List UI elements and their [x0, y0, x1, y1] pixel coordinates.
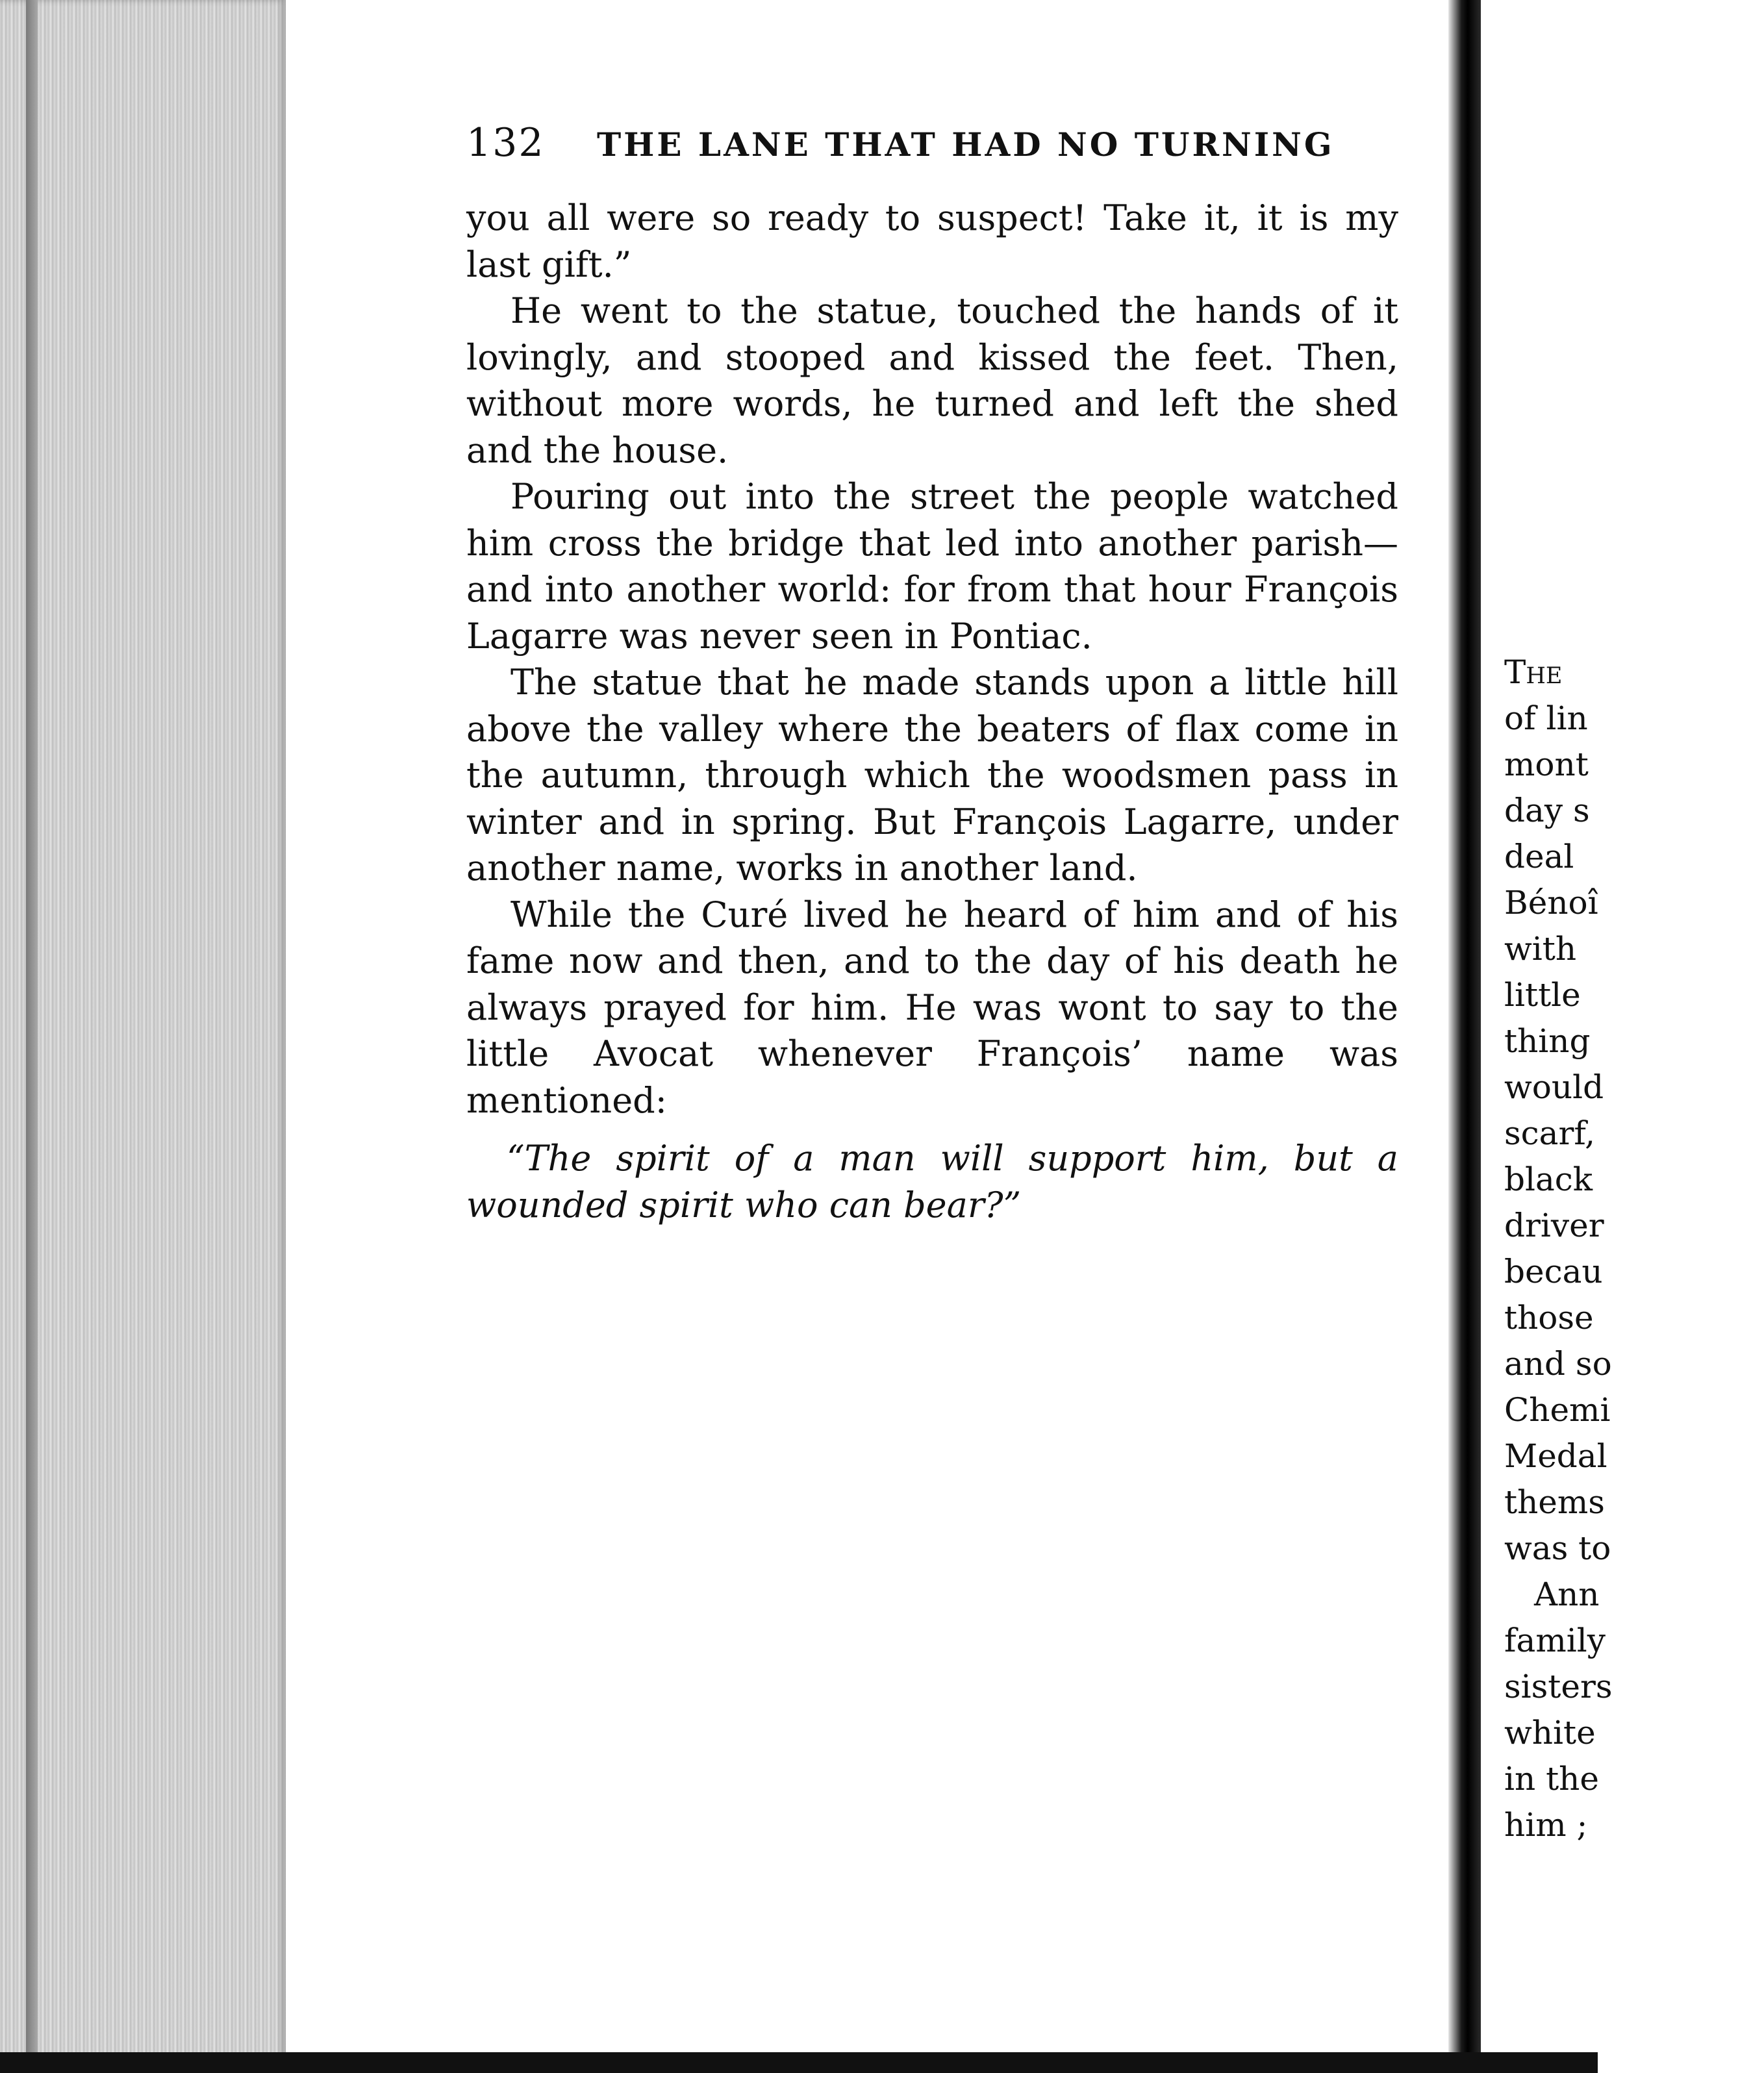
paragraph: you all were so ready to suspect! Take it, it is my last gift.” [466, 197, 1398, 285]
right-page-line: Bénoî [1504, 884, 1598, 922]
paragraph: The statue that he made stands upon a little hill above the valley where the beaters of flax come in the autumn, through which the woodsmen pass in winter and in spring. But François Lagarre, under another name, works in another land. [466, 662, 1398, 888]
page-number: 132 [466, 120, 545, 166]
right-page-line: Chemi [1504, 1391, 1611, 1429]
running-title: THE LANE THAT HAD NO TURNING [596, 125, 1335, 164]
right-page-line: him ; [1504, 1806, 1588, 1844]
right-page-line: those [1504, 1299, 1594, 1337]
body-text [466, 195, 1398, 1228]
right-page-line: little [1504, 976, 1581, 1014]
right-page-line: white [1504, 1714, 1596, 1752]
book-gutter [1448, 0, 1481, 2073]
right-page-line: scarf, [1504, 1114, 1595, 1152]
right-page-line: day s [1504, 792, 1590, 829]
right-page-line: sisters [1504, 1668, 1613, 1705]
right-page-line: driver [1504, 1207, 1604, 1244]
right-page-line: mont [1504, 746, 1589, 783]
right-page-line: would [1504, 1068, 1604, 1106]
paragraph: While the Curé lived he heard of him and of his fame now and then, and to the day of his death he always prayed for him. He was wont to say to the little Avocat whenever François’ name was mentioned: [466, 894, 1398, 1121]
right-page-line: was to [1504, 1529, 1611, 1567]
right-page-line: with [1504, 930, 1577, 968]
paragraph: He went to the statue, touched the hands of it lovingly, and stooped and kissed the feet. Then, without more words, he turned and left the shed and the house. [466, 290, 1398, 471]
closing-quote: “The spirit of a man will support him, but a wounded spirit who can bear?” [466, 1138, 1398, 1225]
right-page-text [1504, 649, 1764, 1848]
scan-bottom-edge [0, 2052, 1598, 2073]
right-page-line: Medal [1504, 1437, 1607, 1475]
running-head [466, 120, 1335, 166]
right-page-line: black [1504, 1161, 1593, 1198]
page-edge-stack [0, 0, 286, 2073]
right-page-line: thing [1504, 1022, 1591, 1060]
right-page-line: and so [1504, 1345, 1612, 1383]
right-page-line: in the [1504, 1760, 1599, 1798]
right-page-line: family [1504, 1622, 1606, 1659]
paragraph: Pouring out into the street the people watched him cross the bridge that led into another parish—and into another world: for from that hour François Lagarre was never seen in Pontiac. [466, 476, 1398, 657]
right-page-line: becau [1504, 1253, 1603, 1290]
right-page-line: Ann [1534, 1576, 1600, 1613]
right-page-line: The [1504, 653, 1563, 691]
right-page-line: thems [1504, 1483, 1605, 1521]
right-page-line: deal [1504, 838, 1574, 875]
right-page-line: of lin [1504, 699, 1588, 737]
